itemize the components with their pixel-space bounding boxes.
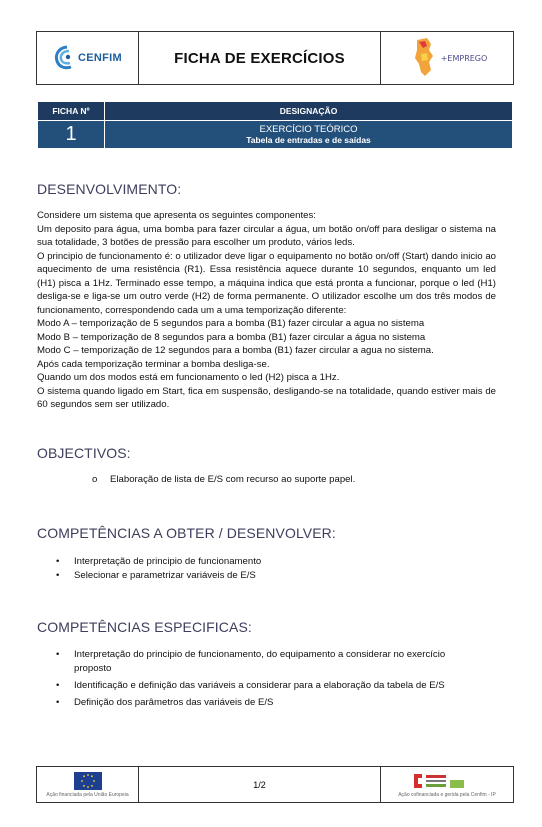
designation-subtitle: Tabela de entradas e de saídas — [246, 135, 371, 145]
list-item — [56, 555, 261, 569]
especificas-list — [56, 648, 496, 710]
objectivos-heading: OBJECTIVOS: — [37, 445, 131, 461]
list-item-text: Selecionar e parametrizar variáveis de E/S — [74, 570, 256, 581]
list-item-text: Interpretação do principio de funcionamento, do equipamento a considerar no exercício proposto — [74, 649, 446, 674]
bullet-icon: • — [56, 697, 60, 708]
ficha-number-header: FICHA Nº — [38, 102, 105, 121]
competencias-list — [56, 555, 261, 583]
bullet-icon: • — [56, 556, 60, 567]
list-item-text: Interpretação de principio de funcionamento — [74, 556, 262, 567]
cofinancing-logo — [381, 767, 513, 802]
cenfim-logo — [37, 32, 139, 84]
list-item — [56, 679, 496, 693]
paragraph: Após cada temporização terminar a bomba desliga-se. — [37, 358, 270, 370]
list-item-text: Identificação e definição das variáveis a considerar para a elaboração da tabela de E/S — [74, 680, 445, 691]
eu-caption: Ação financiada pela União Europeia — [46, 791, 129, 798]
desenvolvimento-body — [37, 209, 496, 412]
list-item — [56, 696, 496, 710]
ficha-number: 1 — [38, 121, 105, 149]
portugal-map-icon — [407, 36, 441, 80]
page-header — [36, 31, 514, 85]
paragraph: O principio de funcionamento é: o utilizador deve ligar o equipamento no botão on/off (Start) dando inicio ao aquecimento de uma resistência (R1). Essa resistência aquece durante 10 segundos, enquanto um led (H1) pisca a 1Hz. Terminado esse tempo, a máquina indica que está pronta a funcionar, porque o led (H1) desliga-se e liga-se um outro verde (H2) de forma permanente. O utilizador escolhe um dos três modos de funcionamento, correspondendo cada um a uma temporização diferente: — [37, 250, 496, 316]
especificas-heading: COMPETÊNCIAS ESPECIFICAS: — [37, 619, 252, 635]
desenvolvimento-heading: DESENVOLVIMENTO: — [37, 181, 182, 197]
cofinancing-logos-icon — [412, 772, 482, 790]
competencias-heading: COMPETÊNCIAS A OBTER / DESENVOLVER: — [37, 525, 336, 541]
emprego-logo — [381, 32, 513, 84]
page-title: FICHA DE EXERCÍCIOS — [139, 32, 381, 84]
objectivos-list — [92, 473, 355, 487]
designation-header: DESIGNAÇÃO — [105, 102, 513, 121]
paragraph: Um deposito para água, uma bomba para fazer circular a água, um botão on/off para desligar o sistema na sua totalidade, 3 botões de pressão para escolher um produto, vários leds. — [37, 223, 496, 248]
bullet-icon: • — [56, 649, 60, 660]
cofinancing-caption: Ação cofinanciada e gerida pela Cenfim - IP — [398, 791, 496, 798]
ficha-table — [37, 101, 513, 149]
cenfim-logo-text: CENFIM — [78, 52, 122, 64]
list-item — [92, 473, 355, 487]
designation-title: EXERCÍCIO TEÓRICO — [259, 124, 358, 135]
bullet-icon: • — [56, 680, 60, 691]
paragraph: Modo C – temporização de 12 segundos para a bomba (B1) fazer circular a agua no sistema. — [37, 345, 434, 356]
cenfim-logo-icon — [53, 45, 75, 71]
paragraph: Quando um dos modos está em funcionamento o led (H2) pisca a 1Hz. — [37, 372, 340, 383]
page-number: 1/2 — [139, 767, 381, 802]
list-item — [56, 648, 496, 676]
paragraph: Considere um sistema que apresenta os seguintes componentes: — [37, 210, 316, 221]
paragraph: O sistema quando ligado em Start, fica em suspensão, desligando-se na totalidade, quando estiver mais de 60 segundos sem ser utilizado. — [37, 385, 496, 410]
list-item — [56, 569, 261, 583]
eu-logo — [37, 767, 139, 802]
paragraph: Modo A – temporização de 5 segundos para a bomba (B1) fazer circular a agua no sistema — [37, 318, 425, 329]
emprego-logo-text: +EMPREGO — [440, 53, 488, 63]
bullet-icon: • — [56, 570, 60, 581]
circle-bullet-icon: o — [92, 474, 98, 485]
list-item-text: Elaboração de lista de E/S com recurso ao suporte papel. — [110, 474, 356, 485]
eu-flag-icon — [74, 772, 102, 790]
paragraph: Modo B – temporização de 8 segundos para a bomba (B1) fazer circular a água no sistema — [37, 331, 426, 343]
list-item-text: Definição dos parâmetros das variáveis de E/S — [74, 697, 274, 708]
designation-cell — [105, 121, 513, 149]
page-footer — [36, 766, 514, 803]
